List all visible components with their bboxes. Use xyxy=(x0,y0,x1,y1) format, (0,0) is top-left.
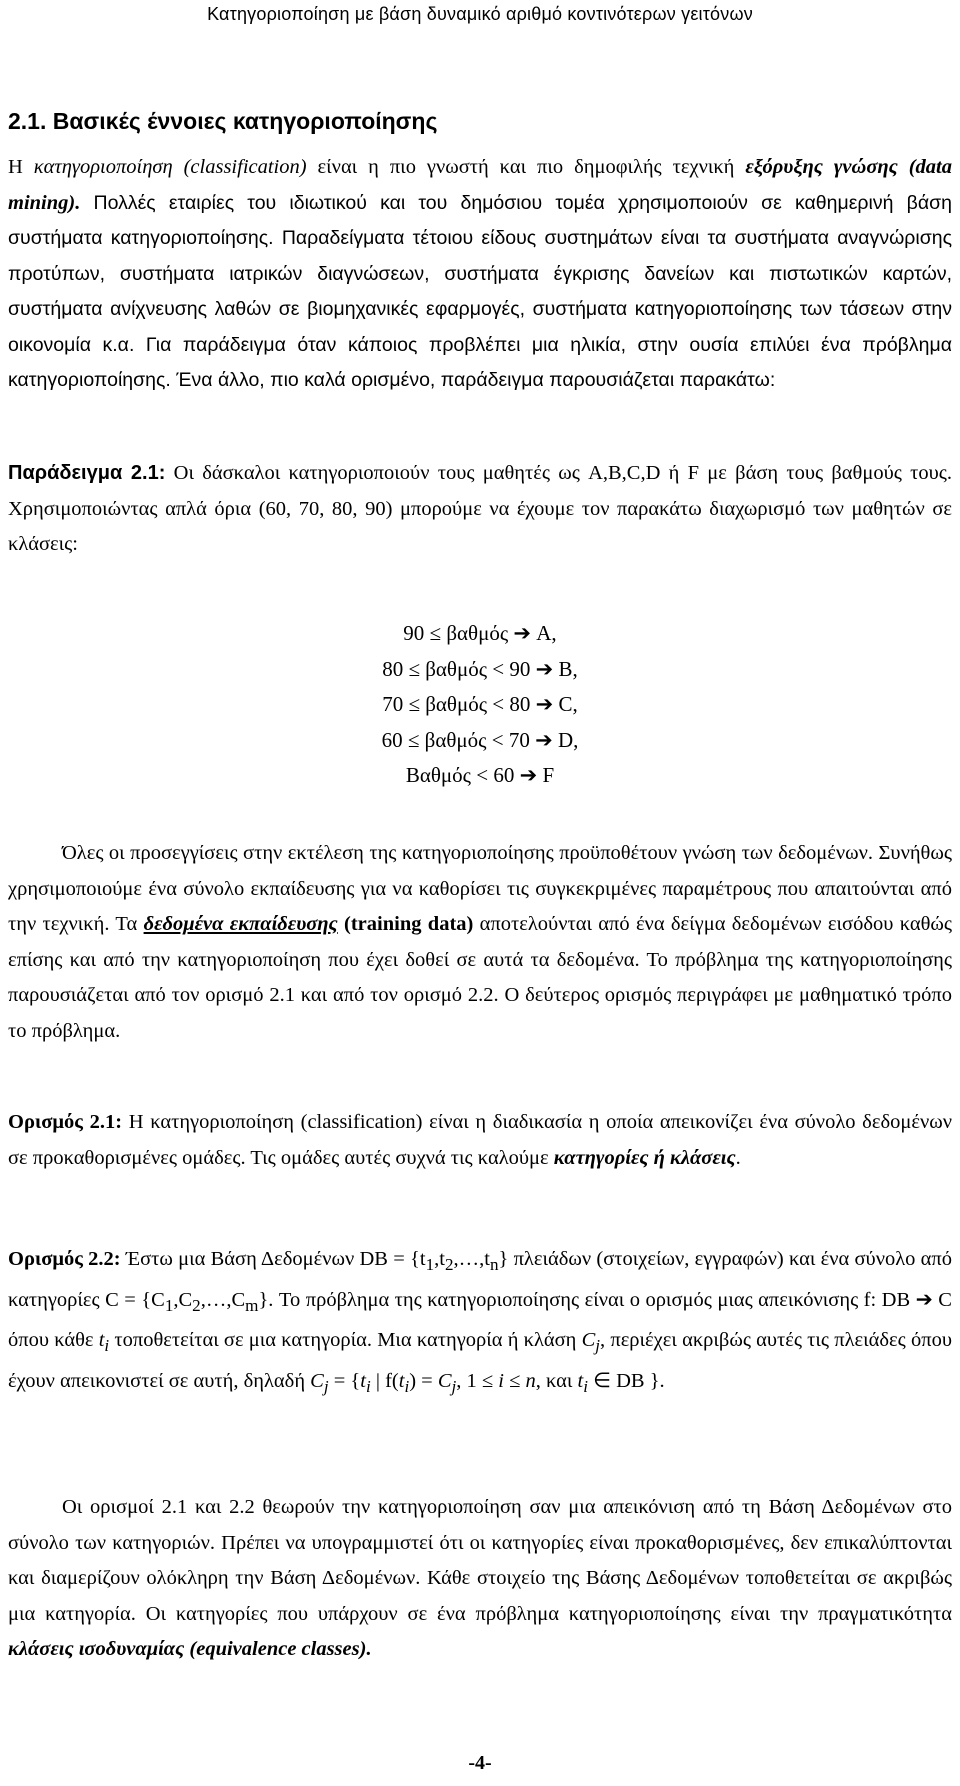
text: Οι ορισμοί 2.1 και 2.2 θεωρούν την κατηγοριοποίηση σαν μια απεικόνιση από τη Βάση Δεδομένων στο σύνολο των κατηγοριών. Πρέπει να υπογραμμιστεί ότι οι κατηγορίες είναι προκαθορισμένες, δεν επικαλύπτονται και διαμερίζουν ολόκληρη την Βάση Δεδομένων. Κάθε στοιχείο της Βάσης Δεδομένων τοποθετείται σε ακριβώς μια κατηγορία. Οι κατηγορίες που υπάρχουν σε ένα πρόβλημα κατηγοριοποίησης είναι την πραγματικότητα xyxy=(8,1496,952,1625)
text: τοποθετείται σε μια κατηγορία. Μια κατηγορία ή κλάση xyxy=(109,1329,582,1352)
arrow-icon: ➔ xyxy=(513,621,532,645)
leq-symbol: ≤ xyxy=(408,692,426,716)
element-of-symbol: ∈ xyxy=(593,1369,611,1392)
rule-row xyxy=(0,687,960,723)
text: Έστω μια Βάση Δεδομένων DB = {t xyxy=(120,1248,426,1270)
example-paragraph xyxy=(8,456,952,563)
arrow-icon: ➔ xyxy=(535,692,554,716)
text: ,C xyxy=(173,1288,193,1311)
page-number: -4- xyxy=(468,1752,492,1774)
text: C όπου κάθε xyxy=(8,1288,952,1352)
text: Πολλές εταιρίες του ιδιωτικού και του δημόσιου τομέα χρησιμοποιούν σε καθημερινή βάση συστήματα κατηγοριοποίησης. Παραδείγματα τέτοιου είδους συστημάτων είναι τα συστήματα αναγνώρισης προτύπων, συστήματα ιατρικών διαγνώσεων, συστήματα έγκρισης δανείων και πιστωτικών καρτών, συστήματα ανίχνευσης λαθών σε βιομηχανικές εφαρμογές, συστήματα κατηγοριοποίησης των τάσεων στην οικονομία κ.α. Για παράδειγμα όταν κάποιος προβλέπει μια ηλικία, στην ουσία επιλύει ένα πρόβλημα κατηγοριοποίησης. Ένα άλλο, πιο καλά ορισμένο, παράδειγμα παρουσιάζεται παρακάτω: xyxy=(8,191,952,391)
rule-row xyxy=(0,616,960,652)
text: . xyxy=(735,1146,741,1169)
rule-right: B, xyxy=(553,656,578,681)
leq-symbol: ≤ xyxy=(408,656,426,681)
term-training-data-en: (training data) xyxy=(344,913,474,935)
rule-row xyxy=(0,723,960,759)
text: ) = xyxy=(409,1369,438,1392)
text: ,…,C xyxy=(200,1288,246,1311)
rule-left: 80 xyxy=(382,656,409,681)
definition-label: Ορισμός 2.1: xyxy=(8,1111,123,1133)
rule-left: 60 xyxy=(381,727,408,752)
leq-symbol: ≤ xyxy=(429,621,447,645)
text: είναι η πιο γνωστή και πιο δημοφιλής τεχνική xyxy=(306,156,746,178)
rule-mid: βαθμός < 70 xyxy=(424,727,530,752)
rule-left: 70 xyxy=(382,692,409,716)
grade-rules xyxy=(0,616,960,794)
text: = { xyxy=(328,1369,361,1392)
text: , 1 xyxy=(456,1369,482,1392)
term-data-mining: εξόρυξης γνώσης (data mining). xyxy=(8,156,952,214)
arrow-icon: ➔ xyxy=(535,727,553,752)
text: Η xyxy=(8,156,34,178)
text: ,…,t xyxy=(453,1248,490,1270)
text: , περιέχει ακριβώς αυτές τις πλειάδες όπου έχουν απεικονιστεί σε αυτή, δηλαδή xyxy=(8,1329,952,1392)
arrow-icon: ➔ xyxy=(915,1288,933,1311)
term-classification: κατηγοριοποίηση (classification) xyxy=(33,156,307,178)
training-paragraph xyxy=(8,836,952,1049)
text: | f( xyxy=(370,1369,399,1392)
example-label: Παράδειγμα 2.1: xyxy=(8,462,166,484)
text: } πλειάδων (στοιχείων, εγγραφών) και ένα σύνολο από κατηγορίες C = {C xyxy=(8,1248,952,1311)
rule-mid: Βαθμός < 60 xyxy=(405,763,515,787)
term-equivalence-classes: κλάσεις ισοδυναμίας (equivalence classes). xyxy=(8,1638,372,1660)
arrow-icon: ➔ xyxy=(535,656,554,681)
text: DB }. xyxy=(610,1369,665,1392)
text: Οι δάσκαλοι κατηγοριοποιούν τους μαθητές ως A,B,C,D ή F με βάση τους βαθμούς τους. Χρησιμοποιώντας απλά όρια (60, 70, 80, 90) μπορούμε να έχουμε τον παρακάτω διαχωρισμό των μαθητών σε κλάσεις: xyxy=(8,462,952,555)
leq-symbol: ≤ xyxy=(481,1369,499,1392)
rule-row xyxy=(0,652,960,688)
definition-2-1 xyxy=(8,1105,952,1176)
arrow-icon: ➔ xyxy=(519,763,538,787)
definition-label: Ορισμός 2.2: xyxy=(8,1248,121,1270)
text: , και xyxy=(535,1369,578,1392)
rule-right: A, xyxy=(531,621,557,645)
intro-paragraph xyxy=(8,150,952,399)
rule-mid: βαθμός xyxy=(446,621,509,645)
section-title: 2.1. Βασικές έννοιες κατηγοριοποίησης xyxy=(8,108,438,134)
text: Η κατηγοριοποίηση (classification) είναι η διαδικασία η οποία απεικονίζει ένα σύνολο δεδομένων σε προκαθορισμένες ομάδες. Τις ομάδες αυτές συχνά τις καλούμε xyxy=(8,1111,952,1169)
rule-mid: βαθμός < 80 xyxy=(425,692,531,716)
running-header: Κατηγοριοποίηση με βάση δυναμικό αριθμό κοντινότερων γειτόνων xyxy=(207,4,753,24)
leq-symbol: ≤ xyxy=(407,727,425,752)
rule-right: F xyxy=(537,763,555,787)
leq-symbol: ≤ xyxy=(509,1369,526,1392)
text: ,t xyxy=(434,1248,445,1270)
rule-right: C, xyxy=(553,692,578,716)
text: }. Το πρόβλημα της κατηγοριοποίησης είναι ο ορισμός μιας απεικόνισης f: DB xyxy=(258,1288,916,1311)
definition-2-2: Ορισμός 2.2: Έστω μια Βάση Δεδομένων DB = $\{t_1,t_2,\dots,t_n\}$ πλειάδων (στοιχείων, εγγραφών) και ένα σύνολο από κατηγορίες $C = \{C_1,C_2,\dots,C_m\}$. Το πρόβλημα της κατηγοριοποίησης είναι ο ορισμός μιας απεικόνισης f: DB ➔ C όπου κάθε $t_i$ τοποθετείται σε μια κατηγορία. Μια κατηγορία ή κλάση $C_j$, περιέχει ακριβώς αυτές τις πλειάδες όπου έχουν απεικονιστεί σε αυτή, δηλαδή $C_j = \{t_i$ | $f(t_i) = C_j$, 1 ≤ i ≤ n, και $t_i$ ∈ DB }. xyxy=(8,1248,952,1396)
rule-left: 90 xyxy=(403,621,430,645)
conclusion-paragraph xyxy=(8,1490,952,1668)
term-training-data: δεδομένα εκπαίδευσης xyxy=(143,913,338,935)
rule-right: D, xyxy=(552,727,579,752)
rule-row xyxy=(0,758,960,794)
text: αποτελούνται από ένα δείγμα δεδομένων εισόδου καθώς επίσης και από την κατηγοριοποίηση που έχει δοθεί σε αυτά τα δεδομένα. Το πρόβλημα της κατηγοριοποίησης παρουσιάζεται από τον ορισμό 2.1 και από τον ορισμό 2.2. Ο δεύτερος ορισμός περιγράφει με μαθηματικό τρόπο το πρόβλημα. xyxy=(8,913,953,1042)
text: Όλες οι προσεγγίσεις στην εκτέλεση της κατηγοριοποίησης προϋποθέτουν γνώση των δεδομένων. Συνήθως χρησιμοποιούμε ένα σύνολο εκπαίδευσης για να καθορίσει τις συγκεκριμένες παραμέτρους που απαιτούνται από την τεχνική. Τα xyxy=(8,842,952,935)
term-categories: κατηγορίες ή κλάσεις xyxy=(553,1146,736,1169)
rule-mid: βαθμός < 90 xyxy=(425,656,531,681)
